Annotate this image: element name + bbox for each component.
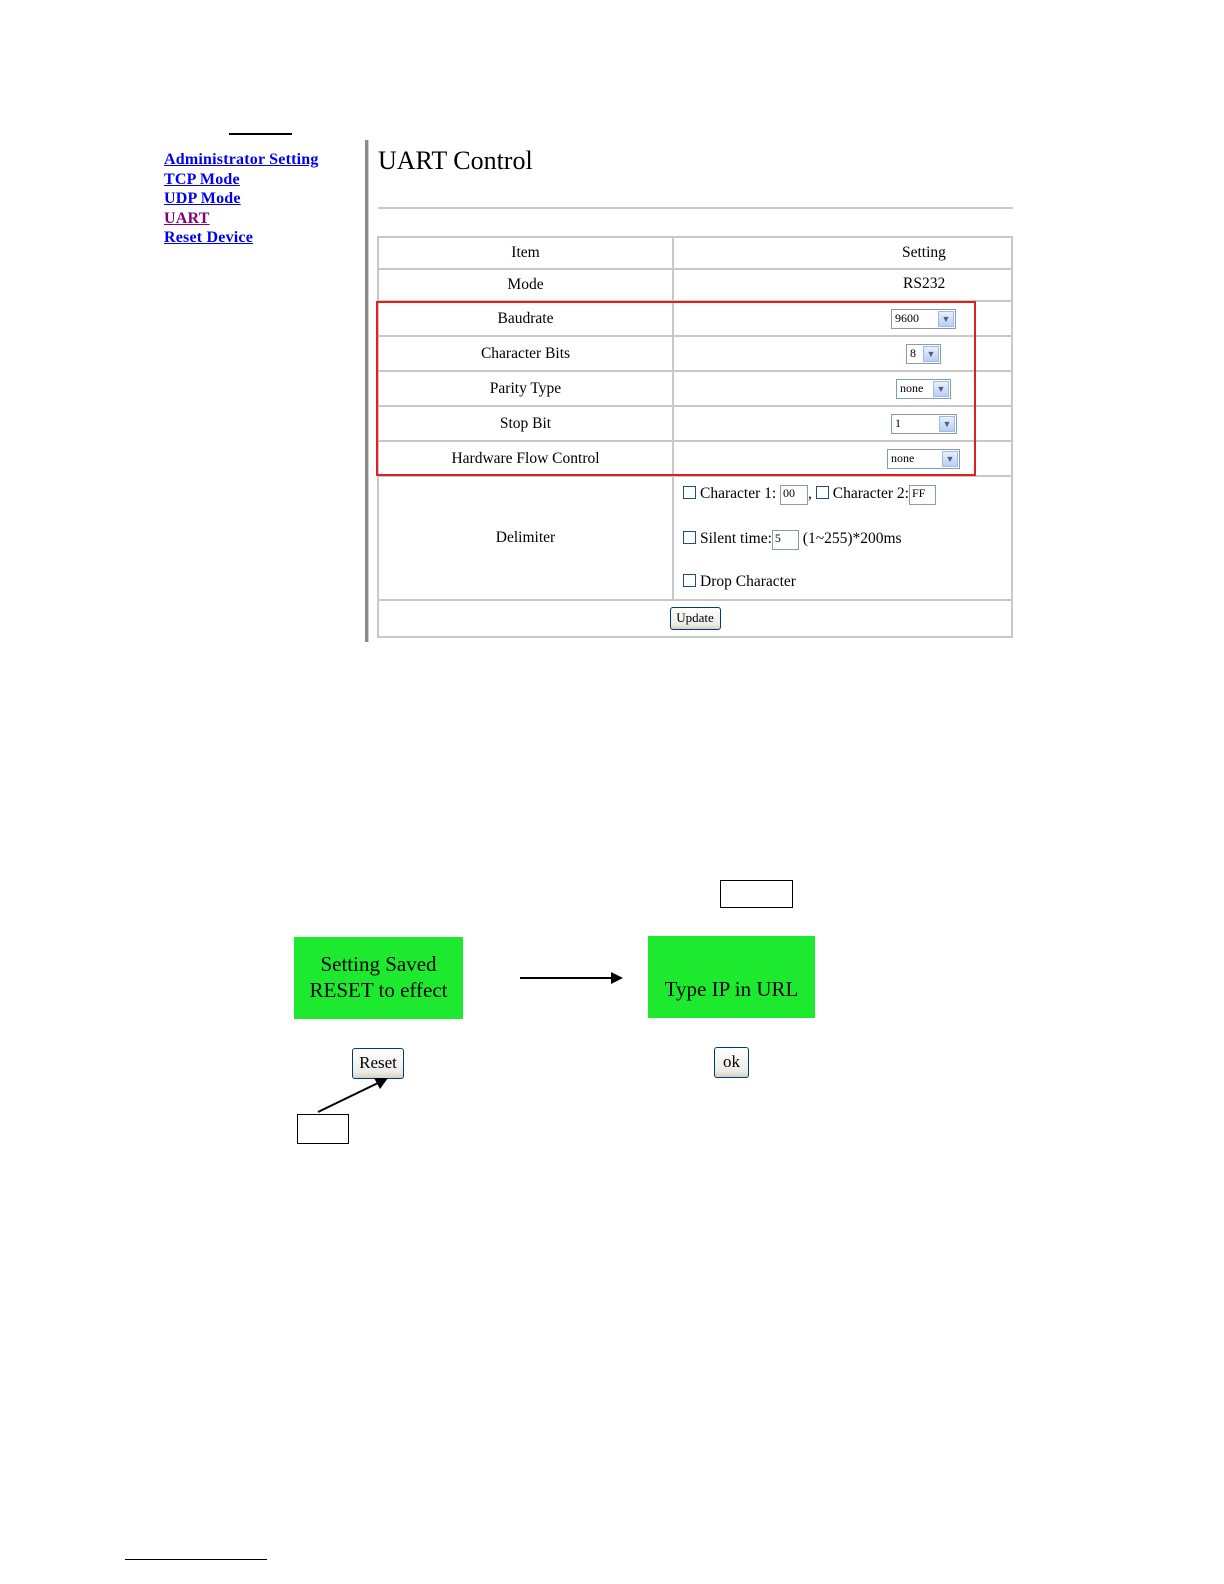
character-2-input[interactable]: FF xyxy=(909,485,936,505)
mode-cell xyxy=(673,269,1012,301)
character-1-input[interactable]: 00 xyxy=(780,485,808,505)
delimiter-characters-line xyxy=(683,485,936,505)
drop-character-line xyxy=(683,573,796,591)
sidebar-item-reset-device[interactable]: Reset Device xyxy=(164,229,254,247)
reset-callout-box xyxy=(297,1114,349,1144)
type-ip-line: Type IP in URL xyxy=(664,977,799,1001)
update-cell xyxy=(378,600,1012,637)
parity-type-selected-value: none xyxy=(900,380,924,395)
pointer-arrow-line xyxy=(318,1082,380,1112)
page-title: UART Control xyxy=(378,146,533,175)
sidebar-item-udp-mode[interactable]: UDP Mode xyxy=(164,190,241,208)
header-setting xyxy=(673,237,1012,269)
character-bits-label: Character Bits xyxy=(378,336,673,371)
setting-saved-line: Setting Saved xyxy=(320,952,437,976)
top-rule xyxy=(229,133,292,135)
chevron-down-icon[interactable]: ▼ xyxy=(933,381,949,397)
highlight-box xyxy=(376,301,976,476)
footnote-rule xyxy=(125,1559,267,1560)
table-header-row xyxy=(378,237,1012,269)
silent-time-line xyxy=(683,530,902,550)
chevron-down-icon[interactable]: ▼ xyxy=(939,416,955,432)
delimiter-label: Delimiter xyxy=(378,476,673,600)
parity-type-label: Parity Type xyxy=(378,371,673,406)
ok-button[interactable]: ok xyxy=(714,1047,749,1078)
table-row-update xyxy=(378,600,1012,637)
silent-time-label: Silent time: xyxy=(700,530,772,547)
character-1-checkbox[interactable] xyxy=(683,486,696,499)
hardware-flow-control-selected-value: none xyxy=(891,450,915,465)
table-row-delimiter xyxy=(378,476,1012,600)
drop-character-checkbox[interactable] xyxy=(683,574,696,587)
comma-separator: , xyxy=(808,485,812,502)
baudrate-label: Baudrate xyxy=(378,301,673,336)
stop-bit-selected-value: 1 xyxy=(895,415,901,430)
baudrate-selected-value: 9600 xyxy=(895,310,919,325)
pointer-arrow xyxy=(312,1070,397,1120)
sidebar-item-administrator-setting[interactable]: Administrator Setting xyxy=(164,151,319,168)
chevron-down-icon[interactable]: ▼ xyxy=(942,451,958,467)
chevron-down-icon[interactable]: ▼ xyxy=(923,346,939,362)
character-1-label: Character 1: xyxy=(700,485,777,502)
frame-divider[interactable] xyxy=(365,140,369,642)
mode-label: Mode xyxy=(378,269,673,301)
sidebar-item-uart[interactable]: UART xyxy=(164,209,210,227)
character-bits-selected-value: 8 xyxy=(910,345,916,360)
stop-bit-label: Stop Bit xyxy=(378,406,673,441)
table-row-mode xyxy=(378,269,1012,301)
callout-box xyxy=(720,880,793,908)
character-2-checkbox[interactable] xyxy=(816,486,829,499)
hardware-flow-control-label: Hardware Flow Control xyxy=(378,441,673,476)
header-item: Item xyxy=(378,237,673,269)
type-ip-message xyxy=(648,936,815,1018)
flow-arrow-head xyxy=(611,972,623,984)
update-button[interactable]: Update xyxy=(670,607,721,630)
header-setting-label: Setting xyxy=(902,244,946,261)
title-separator xyxy=(378,207,1013,209)
sidebar-item-tcp-mode[interactable]: TCP Mode xyxy=(164,170,240,188)
drop-character-label: Drop Character xyxy=(700,573,796,590)
setting-saved-message xyxy=(294,937,463,1019)
silent-time-input[interactable]: 5 xyxy=(772,530,799,550)
character-2-label: Character 2: xyxy=(832,485,909,502)
reset-to-effect-line: RESET to effect xyxy=(309,978,448,1002)
silent-time-range: (1~255)*200ms xyxy=(802,530,902,547)
delimiter-cell xyxy=(673,476,1012,600)
reset-button[interactable]: Reset xyxy=(352,1048,404,1079)
mode-value: RS232 xyxy=(903,275,946,292)
flow-arrow-right xyxy=(515,968,630,988)
silent-time-checkbox[interactable] xyxy=(683,531,696,544)
sidebar-nav xyxy=(164,150,319,248)
chevron-down-icon[interactable]: ▼ xyxy=(938,311,954,327)
